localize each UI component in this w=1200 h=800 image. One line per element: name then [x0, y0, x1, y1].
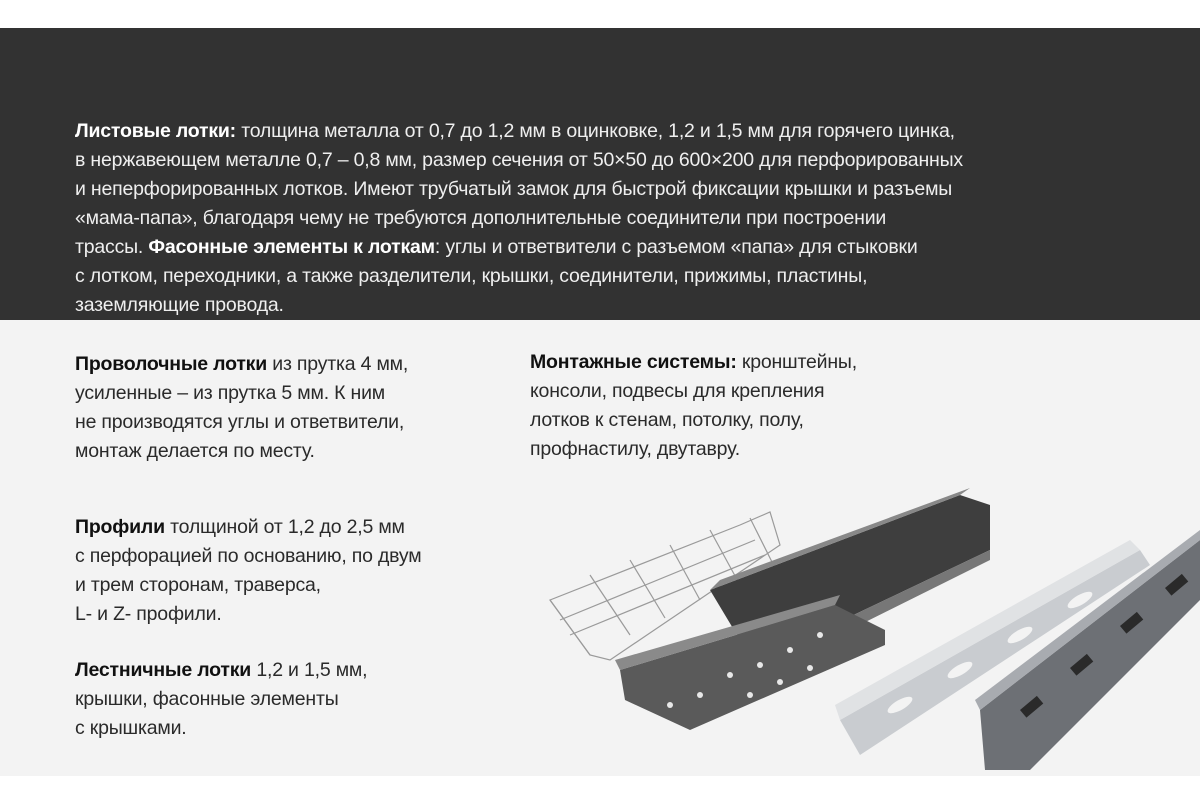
profiles-heading: Профили — [75, 516, 165, 538]
text-line: заземляющие провода. — [75, 294, 284, 316]
text-line: трассы. — [75, 236, 149, 258]
text-line: профнастилу, двутавру. — [530, 438, 740, 460]
wire-trays-heading: Проволочные лотки — [75, 353, 268, 375]
text-line: лотков к стенам, потолку, полу, — [530, 409, 804, 431]
text-line: усиленные – из прутка 5 мм. К ним — [75, 382, 385, 404]
text-line: толщиной от 1,2 до 2,5 мм — [164, 516, 405, 538]
fittings-heading: Фасонные элементы к лоткам — [148, 236, 435, 258]
ladder-trays-heading: Лестничные лотки — [75, 659, 252, 681]
text-line: монтаж делается по месту. — [75, 440, 315, 462]
text-line: с крышками. — [75, 717, 187, 739]
text-line: и неперфорированных лотков. Имеют трубчатый замок для быстрой фиксации крышки и разъемы — [75, 178, 953, 200]
text-line: : углы и ответвители с разъемом «папа» для стыковки — [434, 236, 918, 258]
sheet-trays-text — [75, 117, 963, 320]
sheet-trays-section — [0, 28, 1200, 320]
text-line: с перфорацией по основанию, по двум — [75, 545, 422, 567]
cable-trays-image — [540, 470, 1200, 776]
text-line: консоли, подвесы для крепления — [530, 380, 825, 402]
text-line: толщина металла от 0,7 до 1,2 мм в оцинковке, 1,2 и 1,5 мм для горячего цинка, — [235, 120, 955, 142]
text-line: «мама-папа», благодаря чему не требуются дополнительные соединители при построении — [75, 207, 887, 229]
mounting-systems-text — [530, 348, 857, 464]
text-line: крышки, фасонные элементы — [75, 688, 339, 710]
ladder-trays-text — [75, 656, 367, 743]
text-line: кронштейны, — [736, 351, 857, 373]
sheet-trays-heading: Листовые лотки: — [75, 120, 236, 142]
text-line: с лотком, переходники, а также разделители, крышки, соединители, прижимы, пластины, — [75, 265, 868, 287]
text-line: не производятся углы и ответвители, — [75, 411, 405, 433]
text-line: L- и Z- профили. — [75, 603, 222, 625]
profiles-text — [75, 513, 421, 629]
text-line: и трем сторонам, траверса, — [75, 574, 321, 596]
text-line: в нержавеющем металле 0,7 – 0,8 мм, размер сечения от 50×50 до 600×200 для перфорированных — [75, 149, 963, 171]
mounting-heading: Монтажные системы: — [530, 351, 737, 373]
wire-trays-text — [75, 350, 408, 466]
products-section — [0, 320, 1200, 776]
text-line: из прутка 4 мм, — [267, 353, 409, 375]
text-line: 1,2 и 1,5 мм, — [251, 659, 368, 681]
